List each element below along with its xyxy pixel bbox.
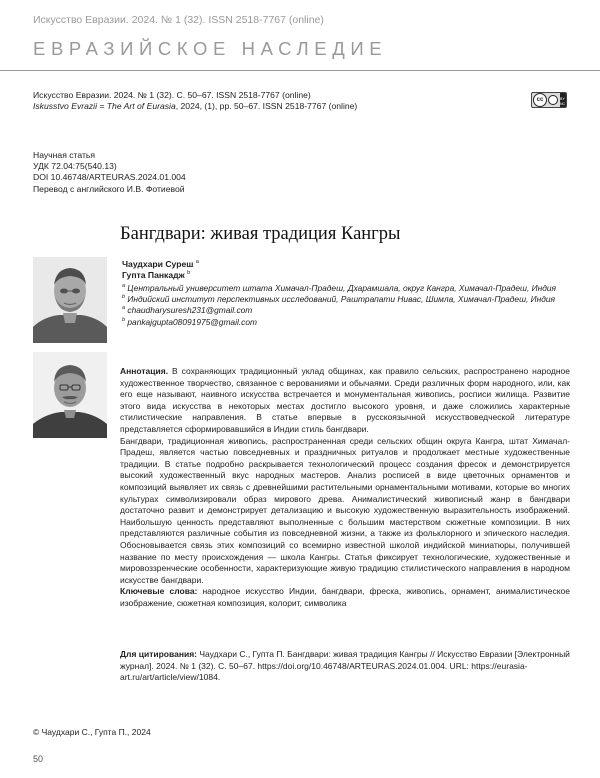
- udc-code: УДК 72.04:75(540.13): [33, 161, 117, 172]
- author-name: Гупта Панкадж $^b$: [122, 270, 191, 281]
- affiliations: [122, 283, 556, 328]
- header-divider: [0, 70, 600, 71]
- running-header: Искусство Евразии. 2024. № 1 (32). ISSN 2518-7767 (online): [33, 14, 324, 26]
- abstract-paragraph: Бангдвари, традиционная живопись, распространенная среди сельских общин округа Кангра, штат Химачал-Прадеш, является частью повседневных и праздничных ритуалов и продолжает местные художественные традиции. В статье подробно раскрывается технологический процесс создания фресок и демонстрируется высокий художественный вкус народных мастеров. Анализ росписей в виде цветочных орнаментов и композиций выявляет их связь с древнейшими растительными орнаментальными мотивами, которые во многих культурах символизировали образ мирового древа. Анималистический живописный жанр в бангдвари достаточно развит и демонстрирует детализацию и высокую художественную выразительность изображений. Наибольшую ценность представляют выполненные с большим мастерством сюжетные композиции. В них представляются различные события из повседневной жизни, а также из фольклорного и эпического наследия. Обосновывается связь этих композиций со всемирно известной школой индийской миниатюры, получившей название по месту происхождения — школа Кангры. Статья фиксирует технологические, художественные и мировоззренческие особенности, характеризующие живую традицию стилистического направления в народном искусстве бангдвари.: [120, 435, 570, 585]
- email-a[interactable]: $^a$ chaudharysuresh231@gmail.com: [122, 305, 253, 316]
- how-to-cite: [120, 649, 570, 684]
- page-number: 50: [33, 754, 44, 764]
- source-citation-en-title: Iskusstvo Evrazii = The Art of Eurasia: [33, 101, 176, 112]
- translation-note: Перевод с английского И.В. Фотиевой: [33, 183, 185, 194]
- source-citation-en-details: , 2024, (1), pp. 50–67. ISSN 2518-7767 (online): [175, 101, 358, 112]
- doi: DOI 10.46748/ARTEURAS.2024.01.004: [33, 172, 186, 183]
- source-citation-en: [33, 101, 357, 112]
- abstract-paragraph: Аннотация. В сохраняющих традиционный уклад общинах, как правило сельских, распространено народное художественное творчество, связанное с верованиями и обычаями. Среди различных форм народного, или, как его еще называют, наивного искусства встречается и монументальная живопись, росписи жилища. Развитие этого вида искусства в некоторых местах достигло высокого уровня, и даже сложились характерные стилистические направления. В статье впервые в русскоязычной искусствоведческой литературе представляется сформировавшийся в Индии стиль бангдвари.: [120, 366, 570, 434]
- license-strip: [560, 93, 566, 107]
- affiliation-a: $^a$ Центральный университет штата Химачал-Прадеш, Дхарамшала, округ Кангра, Химачал-Прадеш, Индия: [122, 283, 557, 293]
- how-to-cite-label: Для цитирования:: [120, 649, 197, 659]
- how-to-cite-text: Чаудхари С., Гупта П. Бангдвари: живая традиция Кангры // Искусство Евразии [Электронный журнал]. 2024. № 1 (32). С. 50–67. https://doi.org/10.46748/ARTEURAS.2024.01.004. URL: https://eurasia-art.ru/art/article/view/1084.: [120, 649, 570, 683]
- affiliation-b: $^b$ Индийский институт перспективных исследований, Раштрапати Нивас, Шимла, Химачал-Прадеш, Индия: [122, 294, 556, 305]
- source-citation-block: [33, 90, 357, 112]
- person-icon: [548, 95, 558, 105]
- author-name: Чаудхари Суреш $^a$: [122, 259, 199, 269]
- cc-icon: cc: [533, 93, 547, 107]
- article-meta: [33, 150, 186, 195]
- author-photo-chaudhari: [33, 257, 107, 343]
- article-title: Бангдвари: живая традиция Кангры: [120, 224, 401, 244]
- email-b[interactable]: $^b$ pankajgupta08091975@gmail.com: [122, 316, 257, 327]
- keywords: Ключевые слова: народное искусство Индии, бангдвари, фреска, живопись, орнамент, анималистическое изображение, сюжетная композиция, колорит, символика: [120, 586, 570, 608]
- abstract: [120, 366, 570, 609]
- license-strip-text: BY NC: [560, 97, 566, 106]
- copyright: © Чаудхари С., Гупта П., 2024: [33, 727, 151, 737]
- abstract-label: Аннотация.: [120, 366, 169, 376]
- keywords-label: Ключевые слова:: [120, 586, 198, 597]
- journal-name: ЕВРАЗИЙСКОЕ НАСЛЕДИЕ: [33, 38, 388, 59]
- author-photo-gupta: [33, 352, 107, 438]
- article-type: Научная статья: [33, 150, 96, 160]
- source-citation-ru: Искусство Евразии. 2024. № 1 (32). С. 50–67. ISSN 2518-7767 (online): [33, 90, 311, 100]
- author-list: [122, 259, 199, 281]
- cc-by-nc-icon[interactable]: [531, 92, 567, 108]
